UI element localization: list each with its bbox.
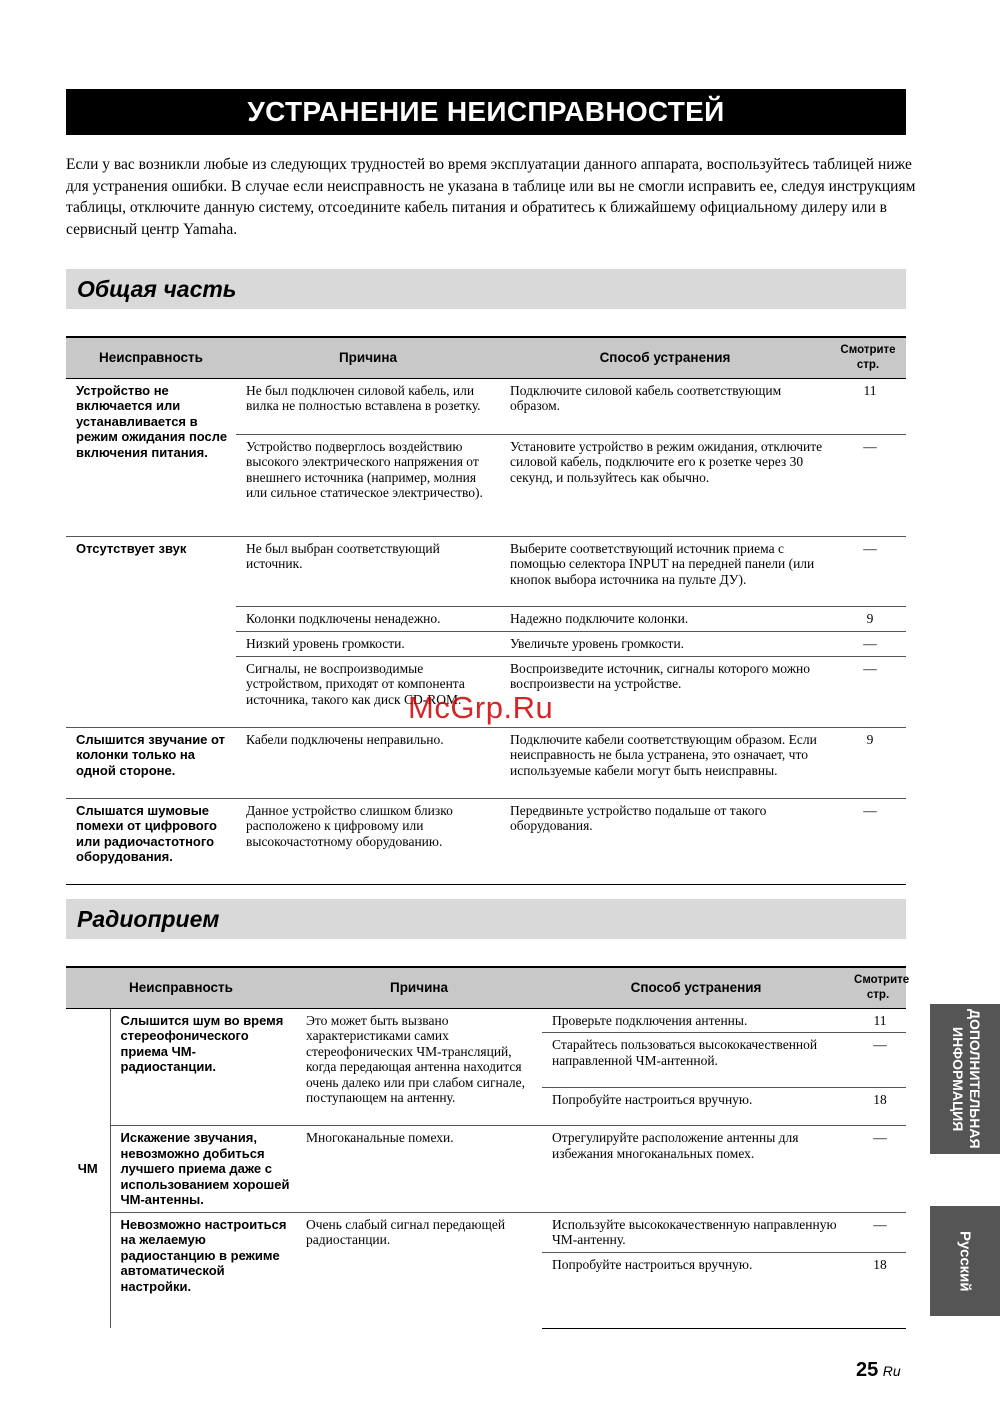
section-title-general: Общая часть [66,269,906,309]
page-ref-cell: — [830,656,906,727]
header-cause: Причина [236,337,500,378]
header-problem: Неисправность [66,337,236,378]
cause-cell: Не был выбран соответствующий источник. [236,536,500,606]
page-ref-cell: 9 [830,606,906,631]
table-row [66,1008,906,1033]
remedy-cell: Попробуйте настроиться вручную. [542,1088,850,1126]
remedy-cell: Увеличьте уровень громкости. [500,631,830,656]
remedy-cell: Подключите кабели соответствующим образом. Если неисправность не была устранена, это означает, что используемые кабели могут быть неисправны. [500,727,830,798]
problem-cell: Слышится звучание от колонки только на одной стороне. [66,727,236,798]
remedy-cell: Выберите соответствующий источник приема с помощью селектора INPUT на передней панели (или кнопок выбора источника на пульте ДУ). [500,536,830,606]
page-ref-cell: 18 [850,1252,906,1328]
header-see-page: Смотрите стр. [830,337,906,378]
cause-cell: Низкий уровень громкости. [236,631,500,656]
page-ref-cell: 18 [850,1088,906,1126]
page-ref-cell: — [830,536,906,606]
problem-cell: Невозможно настроиться на желаемую радиостанцию в режиме автоматической настройки. [120,1216,287,1294]
table-header-row [66,967,906,1008]
cause-cell: Сигналы, не воспроизводимые устройством, приходят от компонента источника, такого как диск CD-ROM. [236,656,500,727]
remedy-cell: Установите устройство в режим ожидания, отключите силовой кабель, подключите его к розетке через 30 секунд, и пользуйтесь как обычно. [500,434,830,536]
page-ref-cell: 9 [830,727,906,798]
cause-cell: Не был подключен силовой кабель, или вилка не полностью вставлена в розетку. [236,378,500,434]
side-tab-language [930,1206,1000,1316]
problem-cell: Слышатся шумовые помехи от цифрового или радиочастотного оборудования. [66,798,236,884]
cause-cell: Это может быть вызвано характеристиками самих стереофонических ЧМ-трансляций, когда передающая антенна находится очень далеко или при слабом сигнале, поступающем на антенну. [296,1008,542,1126]
problem-cell: Слышится шум во время стереофонического приема ЧМ-радиостанции. [110,1008,296,1126]
page-number [856,1359,901,1382]
intro-paragraph: Если у вас возникли любые из следующих трудностей во время эксплуатации данного аппарата, воспользуйтесь таблицей ниже для устранения ошибки. В случае если неисправность не указана в таблице или вы не смогли исправить ее, следуя инструкциям таблицы, отключите данную систему, отсоедините кабель питания и обратитесь к ближайшему официальному дилеру или в сервисный центр Yamaha. [66,156,916,238]
remedy-cell: Используйте высококачественную направленную ЧМ-антенну. [542,1212,850,1252]
cause-cell: Очень слабый сигнал передающей радиостанции. [306,1216,506,1247]
cause-cell: Устройство подверглось воздействию высокого электрического напряжения от внешнего источника (например, молния или сильное статическое электричество). [236,434,500,536]
table-row [66,1212,906,1252]
side-tab-additional-info-label: ДОПОЛНИТЕЛЬНАЯ ИНФОРМАЦИЯ [950,1009,983,1149]
remedy-cell: Проверьте подключения антенны. [542,1008,850,1033]
header-see-page: Смотрите стр. [850,967,906,1008]
remedy-cell: Попробуйте настроиться вручную. [542,1252,850,1328]
remedy-cell: Надежно подключите колонки. [500,606,830,631]
table-header-row [66,337,906,378]
remedy-cell: Отрегулируйте расположение антенны для избежания многоканальных помех. [542,1126,850,1213]
general-troubleshooting-table [66,336,906,885]
remedy-cell: Старайтесь пользоваться высококачественной направленной ЧМ-антенной. [542,1033,850,1088]
watermark: McGrp.Ru [408,690,554,725]
band-label-fm: ЧМ [66,1008,110,1328]
header-remedy: Способ устранения [542,967,850,1008]
header-remedy: Способ устранения [500,337,830,378]
page-language-code: Ru [882,1363,901,1379]
header-problem: Неисправность [66,967,296,1008]
page-ref-cell: — [830,798,906,884]
page-number-value: 25 [856,1359,879,1381]
page-ref-cell: — [850,1212,906,1252]
remedy-cell: Передвиньте устройство подальше от такого оборудования. [500,798,830,884]
table-row [66,727,906,798]
cause-cell: Колонки подключены ненадежно. [236,606,500,631]
radio-troubleshooting-table [66,966,910,1329]
problem-cell: Отсутствует звук [66,536,236,727]
remedy-cell: Воспроизведите источник, сигналы которого можно воспроизвести на устройстве. [500,656,830,727]
page-ref-cell: — [830,631,906,656]
cause-cell: Многоканальные помехи. [296,1126,542,1213]
table-row [66,378,906,434]
page-ref-cell: — [850,1033,906,1088]
remedy-cell: Подключите силовой кабель соответствующим образом. [500,378,830,434]
section-title-radio: Радиоприем [66,899,906,939]
table-row [66,536,906,606]
table-row [66,1126,906,1213]
page-ref-cell: 11 [830,378,906,434]
side-tab-additional-info [930,1004,1000,1154]
problem-cell: Искажение звучания, невозможно добиться лучшего приема даже с использованием хорошей ЧМ-антенны. [110,1126,296,1213]
header-cause: Причина [296,967,542,1008]
problem-cell: Устройство не включается или устанавливается в режим ожидания после включения питания. [66,378,236,536]
page-ref-cell: 11 [850,1008,906,1033]
cause-cell: Данное устройство слишком близко расположено к цифровому или высокочастотному оборудованию. [236,798,500,884]
page-ref-cell: — [830,434,906,536]
page-title: УСТРАНЕНИЕ НЕИСПРАВНОСТЕЙ [66,89,906,135]
cause-cell: Кабели подключены неправильно. [236,727,500,798]
page-ref-cell: — [850,1126,906,1213]
table-row [66,798,906,884]
side-tab-language-label: Русский [956,1230,974,1292]
